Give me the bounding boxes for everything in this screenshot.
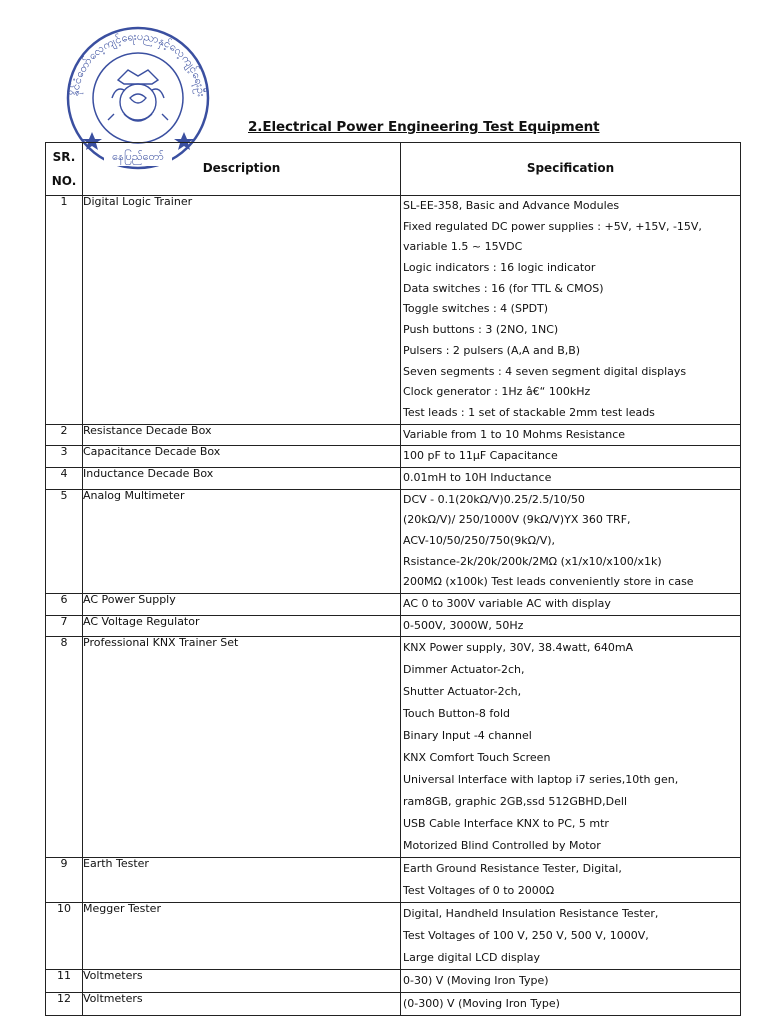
row-description: Resistance Decade Box xyxy=(83,424,401,446)
spec-line: Large digital LCD display xyxy=(403,951,540,965)
row-specification xyxy=(401,196,741,425)
row-specification xyxy=(401,467,741,489)
spec-line: 100 pF to 11μF Capacitance xyxy=(403,449,558,463)
spec-line: Push buttons : 3 (2NO, 1NC) xyxy=(403,323,559,337)
spec-line: ACV-10/50/250/750(9kΩ/V), xyxy=(403,534,556,547)
row-sr-number: 6 xyxy=(46,594,83,616)
row-sr-number: 9 xyxy=(46,858,83,903)
header-specification: Specification xyxy=(401,143,741,196)
table-row xyxy=(46,424,741,446)
row-specification xyxy=(401,637,741,858)
seal-bottom-text: နေပြည်တော် xyxy=(112,150,164,163)
document-title: 2.Electrical Power Engineering Test Equipment xyxy=(248,119,600,135)
row-description: Professional KNX Trainer Set xyxy=(83,637,401,858)
row-description: AC Power Supply xyxy=(83,594,401,616)
spec-line: AC 0 to 300V variable AC with display xyxy=(403,597,611,611)
row-description: Capacitance Decade Box xyxy=(83,446,401,468)
spec-line: variable 1.5 ~ 15VDC xyxy=(403,240,523,254)
header-description: Description xyxy=(83,143,401,196)
row-specification xyxy=(401,858,741,903)
table-header-row xyxy=(46,143,741,196)
spec-line: 0.01mH to 10H Inductance xyxy=(403,470,552,484)
table-row xyxy=(46,993,741,1016)
spec-line: Fixed regulated DC power supplies : +5V, +15V, -15V, xyxy=(403,219,702,233)
row-description: Digital Logic Trainer xyxy=(83,196,401,425)
row-description: AC Voltage Regulator xyxy=(83,615,401,637)
spec-line: Test leads : 1 set of stackable 2mm test leads xyxy=(403,405,655,419)
row-sr-number: 10 xyxy=(46,903,83,970)
row-sr-number: 11 xyxy=(46,970,83,993)
row-description: Analog Multimeter xyxy=(83,489,401,593)
row-specification xyxy=(401,993,741,1016)
table-row xyxy=(46,467,741,489)
equipment-table xyxy=(45,142,741,1016)
row-sr-number: 3 xyxy=(46,446,83,468)
row-sr-number: 1 xyxy=(46,196,83,425)
spec-line: Universal lnterface with laptop i7 series,10th gen, xyxy=(403,773,679,787)
row-specification xyxy=(401,489,741,593)
spec-line: Pulsers : 2 pulsers (A,A and B,B) xyxy=(403,343,581,357)
spec-line: Test Voltages of 0 to 2000Ω xyxy=(403,884,555,898)
row-sr-number: 12 xyxy=(46,993,83,1016)
table-row xyxy=(46,594,741,616)
row-specification xyxy=(401,594,741,616)
spec-line: Seven segments : 4 seven segment digital displays xyxy=(403,364,687,378)
table-row xyxy=(46,196,741,425)
row-sr-number: 2 xyxy=(46,424,83,446)
row-specification xyxy=(401,424,741,446)
row-sr-number: 5 xyxy=(46,489,83,593)
row-description: Megger Tester xyxy=(83,903,401,970)
header-sr-line2: NO. xyxy=(51,174,77,188)
row-description: Earth Tester xyxy=(83,858,401,903)
row-description: Inductance Decade Box xyxy=(83,467,401,489)
row-sr-number: 7 xyxy=(46,615,83,637)
spec-line: 0-500V, 3000W, 50Hz xyxy=(403,618,524,632)
row-sr-number: 4 xyxy=(46,467,83,489)
spec-line: Touch Button-8 fold xyxy=(403,707,511,721)
header-sr-no xyxy=(46,143,83,196)
spec-line: Variable from 1 to 10 Mohms Resistance xyxy=(403,427,626,441)
row-specification xyxy=(401,970,741,993)
row-specification xyxy=(401,615,741,637)
spec-line: Rsistance-2k/20k/200k/2MΩ (x1/x10/x100/x1k) xyxy=(403,554,662,568)
spec-line: Shutter Actuator-2ch, xyxy=(403,685,522,699)
row-description: Voltmeters xyxy=(83,993,401,1016)
spec-line: KNX Power supply, 30V, 38.4watt, 640mA xyxy=(403,641,634,655)
table-row xyxy=(46,858,741,903)
row-description: Voltmeters xyxy=(83,970,401,993)
row-sr-number: 8 xyxy=(46,637,83,858)
spec-line: Earth Ground Resistance Tester, Digital, xyxy=(403,862,622,876)
table-row xyxy=(46,637,741,858)
spec-line: Toggle switches : 4 (SPDT) xyxy=(403,302,549,316)
spec-line: DCV - 0.1(20kΩ/V)0.25/2.5/10/50 xyxy=(403,492,585,506)
spec-line: Logic indicators : 16 logic indicator xyxy=(403,261,596,275)
spec-line: Motorized Blind Controlled by Motor xyxy=(403,839,601,853)
spec-line: SL-EE-358, Basic and Advance Modules xyxy=(403,199,620,212)
spec-line: (0-300) V (Moving Iron Type) xyxy=(403,997,560,1011)
spec-line: Test Voltages of 100 V, 250 V, 500 V, 1000V, xyxy=(403,929,649,943)
spec-line: Data switches : 16 (for TTL & CMOS) xyxy=(403,281,604,295)
spec-line: 0-30) V (Moving Iron Type) xyxy=(403,974,549,988)
spec-line: KNX Comfort Touch Screen xyxy=(403,751,551,765)
header-sr-line1: SR. xyxy=(52,150,76,164)
seal-ring-text: နိုင်ငံတော်လေ့ကျင့်ရေးပညာနှင့်လေ့ကျင့်ရေးဦးစီးဌာန xyxy=(68,29,209,98)
row-specification xyxy=(401,903,741,970)
table-row xyxy=(46,489,741,593)
spec-line: Clock generator : 1Hz â€“ 100kHz xyxy=(403,385,591,399)
spec-line: Binary Input -4 channel xyxy=(403,729,532,743)
spec-line: ram8GB, graphic 2GB,ssd 512GBHD,Dell xyxy=(403,795,628,809)
spec-line: 200MΩ (x100k) Test leads conveniently store in case xyxy=(403,575,694,589)
row-specification xyxy=(401,446,741,468)
table-body xyxy=(46,196,741,1016)
spec-line: Dimmer Actuator-2ch, xyxy=(403,663,525,677)
table-row xyxy=(46,446,741,468)
table-row xyxy=(46,970,741,993)
table-row xyxy=(46,903,741,970)
table-row xyxy=(46,615,741,637)
spec-line: USB Cable Interface KNX to PC, 5 mtr xyxy=(403,817,609,831)
spec-line: Digital, Handheld Insulation Resistance Tester, xyxy=(403,907,659,921)
spec-line: (20kΩ/V)/ 250/1000V (9kΩ/V)YX 360 TRF, xyxy=(403,513,631,527)
